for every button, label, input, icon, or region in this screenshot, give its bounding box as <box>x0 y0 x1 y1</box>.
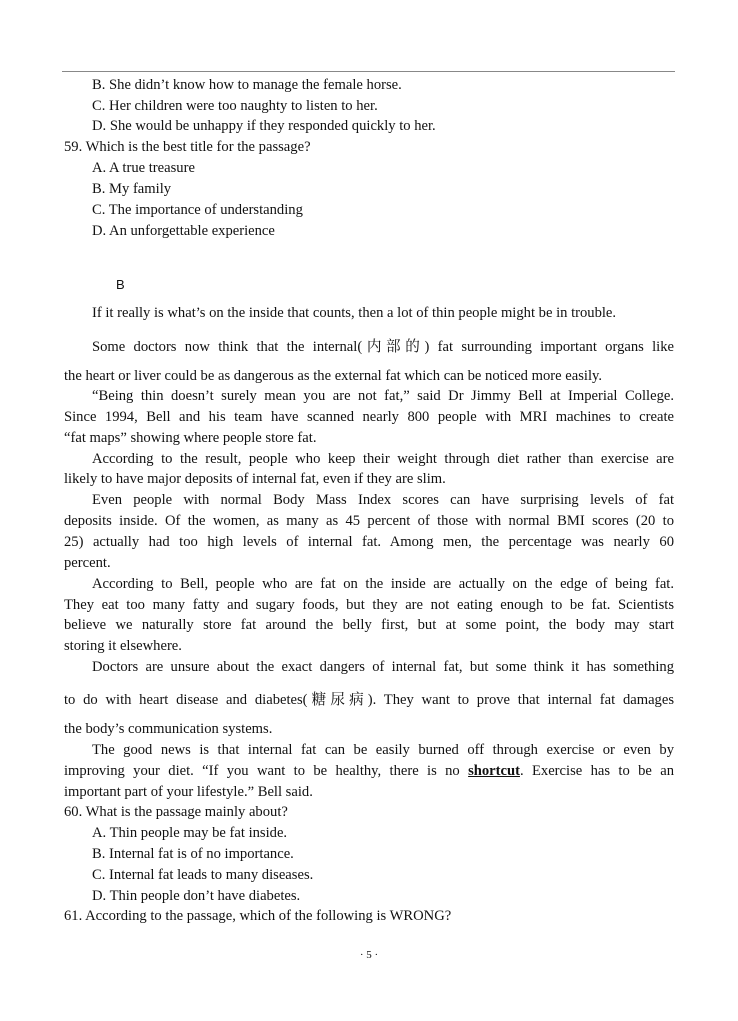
passage-p7-line3: the body’s communication systems. <box>64 721 273 737</box>
passage-p6-line1: According to Bell, people who are fat on the inside are actually on the edge of being fat. <box>92 576 674 592</box>
passage-p3-line3: “fat maps” showing where people store fat. <box>64 430 317 446</box>
q60-option-d: D. Thin people don’t have diabetes. <box>92 888 301 904</box>
passage-p8-line3: important part of your lifestyle.” Bell said. <box>64 784 313 800</box>
q59-option-c: C. The importance of understanding <box>92 202 303 218</box>
passage-p5-line3: 25) actually had too high levels of internal fat. Among men, the percentage was nearly 60 <box>64 534 674 550</box>
passage-p3-line2: Since 1994, Bell and his team have scanned nearly 800 people with MRI machines to create <box>64 409 674 425</box>
passage-p7-line2: to do with heart disease and diabetes(糖尿病). They want to prove that internal fat damages <box>64 692 674 708</box>
passage-p5-line4: percent. <box>64 555 111 571</box>
passage-p6-line2: They eat too many fatty and sugary foods, but they are not eating enough to be fat. Scientists <box>64 597 674 613</box>
q58-option-c: C. Her children were too naughty to listen to her. <box>92 98 378 114</box>
q60-option-c: C. Internal fat leads to many diseases. <box>92 867 314 883</box>
passage-p2-line2: the heart or liver could be as dangerous as the external fat which can be noticed more easily. <box>64 368 602 384</box>
q60-option-b: B. Internal fat is of no importance. <box>92 846 294 862</box>
passage-p2-line1: Some doctors now think that the internal(内部的) fat surrounding important organs like <box>92 339 674 355</box>
passage-p1: If it really is what’s on the inside that counts, then a lot of thin people might be in trouble. <box>92 305 617 321</box>
passage-p6-line3: believe we naturally store fat around the belly first, but at some point, the body may start <box>64 617 674 633</box>
passage-p8-line2 <box>64 762 674 780</box>
passage-p5-line1: Even people with normal Body Mass Index scores can have surprising levels of fat <box>92 492 674 508</box>
q58-option-b: B. She didn’t know how to manage the female horse. <box>92 77 402 93</box>
q60-option-a: A. Thin people may be fat inside. <box>92 825 288 841</box>
q61-question: 61. According to the passage, which of the following is WRONG? <box>64 908 452 924</box>
section-b-label: B <box>116 277 125 292</box>
passage-p4-line2: likely to have major deposits of internal fat, even if they are slim. <box>64 471 446 487</box>
q59-option-b: B. My family <box>92 181 172 197</box>
q60-question: 60. What is the passage mainly about? <box>64 804 288 820</box>
keyword-shortcut: shortcut <box>468 763 520 779</box>
passage-p6-line4: storing it elsewhere. <box>64 638 182 654</box>
page-number: · 5 · <box>359 949 379 961</box>
passage-p4-line1: According to the result, people who keep their weight through diet rather than exercise are <box>92 451 674 467</box>
passage-p8-line2-end: . Exercise has to be an <box>519 763 675 779</box>
passage-p3-line1: “Being thin doesn’t surely mean you are not fat,” said Dr Jimmy Bell at Imperial College. <box>92 388 674 404</box>
q59-option-a: A. A true treasure <box>92 160 195 176</box>
q59-option-d: D. An unforgettable experience <box>92 223 275 239</box>
q59-question: 59. Which is the best title for the passage? <box>64 139 311 155</box>
q58-option-d: D. She would be unhappy if they responded quickly to her. <box>92 118 436 134</box>
passage-p7-line1: Doctors are unsure about the exact dangers of internal fat, but some think it has something <box>92 659 674 675</box>
passage-p5-line2: deposits inside. Of the women, as many as 45 percent of those with normal BMI scores (20 to <box>64 513 674 529</box>
passage-p8-line1: The good news is that internal fat can be easily burned off through exercise or even by <box>92 742 674 758</box>
header-rule <box>62 71 675 72</box>
passage-p8-line2-start: improving your diet. “If you want to be healthy, there is no <box>64 763 460 779</box>
